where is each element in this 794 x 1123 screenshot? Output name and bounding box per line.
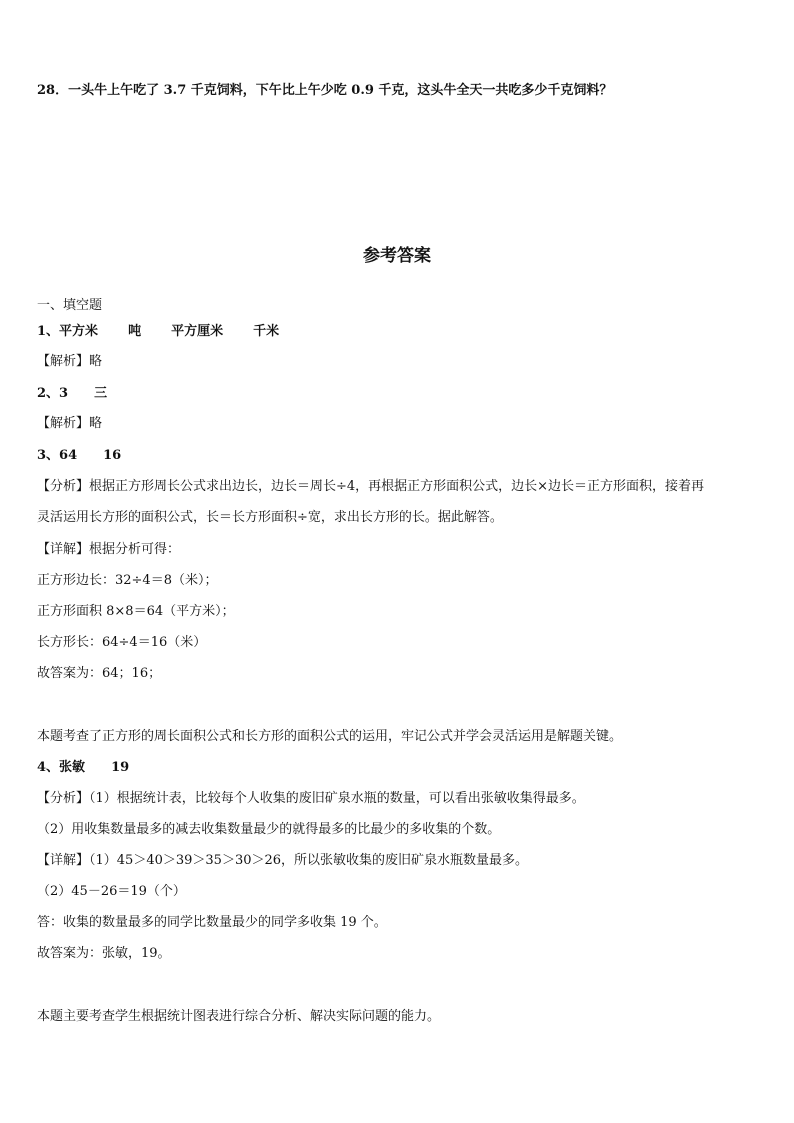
answer-4-item: 张敏: [59, 760, 86, 775]
answer-3-num: 3、: [37, 448, 60, 463]
answer-1-analysis: 【解析】略: [37, 354, 103, 369]
answer-4-detail-2: （2）45－26＝19（个）: [37, 884, 186, 899]
answer-3-item: 16: [103, 448, 122, 463]
answer-4-final: 故答案为：张敏，19。: [37, 946, 171, 961]
answer-1-item: 千米: [253, 324, 280, 339]
answer-2: [37, 385, 107, 403]
answer-2-item: 三: [94, 386, 108, 401]
answer-4-num: 4、: [37, 760, 60, 775]
answer-2-num: 2、: [37, 386, 60, 401]
answer-3-item: 64: [59, 448, 78, 463]
answer-3-summary: 本题考查了正方形的周长面积公式和长方形的面积公式的运用，牢记公式并学会灵活运用是解题关键。: [37, 729, 623, 744]
answer-1-num: 1、: [37, 324, 60, 339]
answer-2-item: 3: [59, 386, 69, 401]
answer-4-analysis-1: 【分析】（1）根据统计表，比较每个人收集的废旧矿泉水瓶的数量，可以看出张敏收集得最多。: [37, 791, 585, 806]
answer-3-step-2: 正方形面积 8×8＝64（平方米）；: [37, 604, 235, 619]
answer-4-analysis-2: （2）用收集数量最多的减去收集数量最少的就得最多的比最少的多收集的个数。: [37, 822, 501, 837]
answer-3-final: 故答案为：64；16；: [37, 666, 162, 681]
answer-1-item: 吨: [128, 324, 142, 339]
answer-1-item: 平方厘米: [171, 324, 224, 339]
answer-4-detail-1: 【详解】（1）45＞40＞39＞35＞30＞26，所以张敏收集的废旧矿泉水瓶数量最多。: [37, 853, 529, 868]
answer-1: [37, 323, 279, 341]
answer-title: 参考答案: [363, 246, 431, 266]
answer-4-summary: 本题主要考查学生根据统计图表进行综合分析、解决实际问题的能力。: [37, 1009, 441, 1024]
answer-4: [37, 759, 129, 777]
answer-1-item: 平方米: [59, 324, 99, 339]
answer-3-analysis-1: 【分析】根据正方形周长公式求出边长，边长＝周长÷4，再根据正方形面积公式，边长×边长＝正方形面积，接着再: [37, 479, 705, 494]
answer-4-reply: 答：收集的数量最多的同学比数量最少的同学多收集 19 个。: [37, 915, 387, 930]
answer-3-analysis-2: 灵活运用长方形的面积公式，长＝长方形面积÷宽，求出长方形的长。据此解答。: [37, 510, 503, 525]
answer-3: [37, 447, 121, 465]
section-heading: 一、填空题: [37, 298, 103, 313]
answer-3-step-3: 长方形长：64÷4＝16（米）: [37, 635, 207, 650]
answer-4-item: 19: [111, 760, 130, 775]
answer-2-analysis: 【解析】略: [37, 416, 103, 431]
answer-3-detail-intro: 【详解】根据分析可得：: [37, 542, 181, 557]
question-28: 28．一头牛上午吃了 3.7 千克饲料，下午比上午少吃 0.9 千克，这头牛全天一共吃多少千克饲料？: [37, 83, 613, 98]
answer-3-step-1: 正方形边长：32÷4＝8（米）；: [37, 573, 218, 588]
